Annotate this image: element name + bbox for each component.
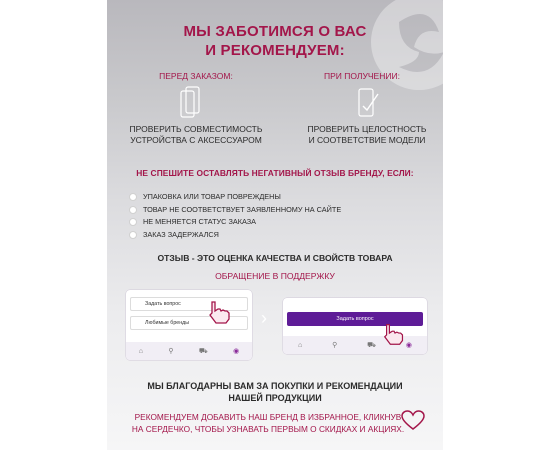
cart-icon[interactable]: ⛟: [367, 341, 376, 349]
review-note: ОТЗЫВ - ЭТО ОЦЕНКА КАЧЕСТВА И СВОЙСТВ ТОВАРА: [157, 253, 393, 263]
home-icon[interactable]: ⌂: [138, 347, 143, 355]
warning-heading: НЕ СПЕШИТЕ ОСТАВЛЯТЬ НЕГАТИВНЫЙ ОТЗЫВ БРЕНДУ, ЕСЛИ:: [136, 168, 414, 178]
heart-icon[interactable]: [401, 410, 425, 431]
search-icon[interactable]: ⚲: [332, 342, 338, 349]
thanks-line2: НАШЕЙ ПРОДУКЦИИ: [228, 393, 322, 403]
page-title-line1: МЫ ЗАБОТИМСЯ О ВАС: [183, 23, 367, 40]
app-mock-right: [283, 298, 427, 354]
thanks-line1: МЫ БЛАГОДАРНЫ ВАМ ЗА ПОКУПКИ И РЕКОМЕНДАЦИИ: [147, 381, 403, 391]
search-icon[interactable]: ⚲: [168, 348, 174, 355]
support-link[interactable]: ОБРАЩЕНИЕ В ПОДДЕРЖКУ: [215, 271, 335, 281]
phone-check-icon: [354, 86, 380, 119]
app-mock-left: [126, 290, 252, 360]
before-order-text-line1: ПРОВЕРИТЬ СОВМЕСТИМОСТЬ: [129, 124, 263, 134]
recommend-line2: НА СЕРДЕЧКО, ЧТОБЫ УЗНАВАТЬ ПЕРВЫМ О СКИДКАХ И АКЦИЯХ.: [131, 424, 405, 434]
on-receipt-text-line2: И СООТВЕТСТВИЕ МОДЕЛИ: [308, 135, 426, 145]
phone-icon: [179, 86, 205, 119]
profile-icon[interactable]: ◉: [405, 342, 413, 349]
before-order-heading: ПЕРЕД ЗАКАЗОМ:: [159, 71, 233, 81]
info-card: [107, 0, 443, 450]
hand-pointer-icon: [206, 300, 236, 324]
tab-bar: [126, 342, 252, 360]
list-item: ТОВАР НЕ СООТВЕТСТВУЕТ ЗАЯВЛЕННОМУ НА САЙТЕ: [129, 205, 341, 214]
page-title-line2: И РЕКОМЕНДУЕМ:: [205, 42, 345, 59]
list-item: НЕ МЕНЯЕТСЯ СТАТУС ЗАКАЗА: [129, 217, 256, 226]
on-receipt-text-line1: ПРОВЕРИТЬ ЦЕЛОСТНОСТЬ: [307, 124, 427, 134]
ask-question-row[interactable]: Задать вопрос: [130, 297, 248, 311]
list-item: ЗАКАЗ ЗАДЕРЖАЛСЯ: [129, 230, 219, 239]
list-item: УПАКОВКА ИЛИ ТОВАР ПОВРЕЖДЕНЫ: [129, 192, 281, 201]
chevron-right-icon: ›: [261, 308, 267, 328]
cart-icon[interactable]: ⛟: [198, 347, 208, 355]
before-order-text-line2: УСТРОЙСТВА С АКСЕССУАРОМ: [130, 135, 262, 145]
home-icon[interactable]: ⌂: [297, 341, 303, 349]
profile-icon[interactable]: ◉: [233, 348, 240, 355]
ask-question-button[interactable]: Задать вопрос: [287, 312, 423, 326]
recommend-line1: РЕКОМЕНДУЕМ ДОБАВИТЬ НАШ БРЕНД В ИЗБРАННОЕ, КЛИКНУВ: [134, 412, 402, 422]
favorite-brands-row[interactable]: Любимые бренды: [130, 316, 248, 330]
on-receipt-heading: ПРИ ПОЛУЧЕНИИ:: [324, 71, 400, 81]
hand-pointer-icon: [381, 322, 409, 346]
